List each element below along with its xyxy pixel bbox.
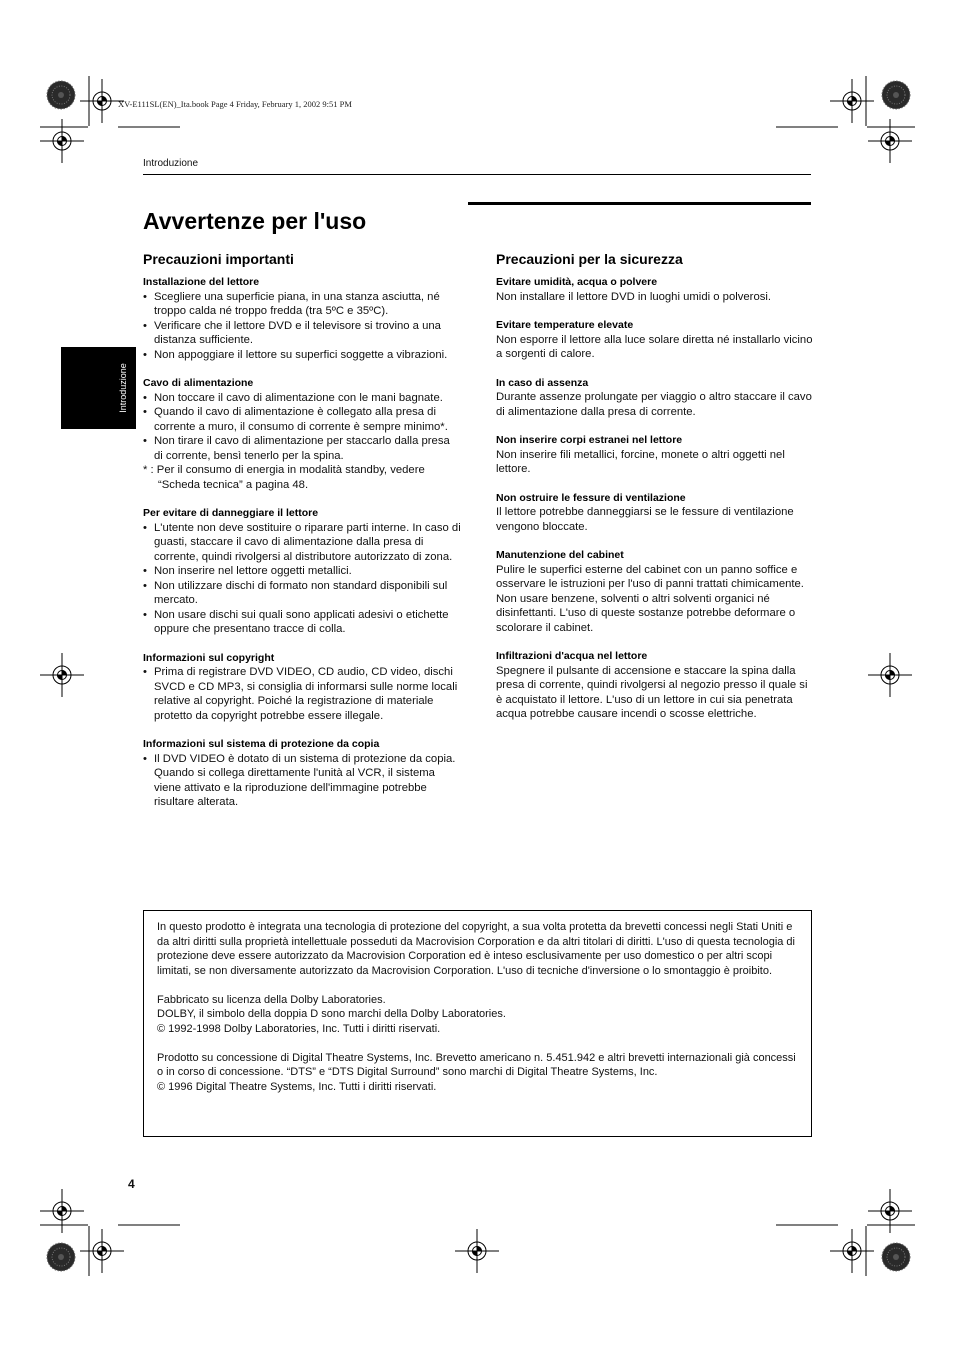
- star-target-icon: [47, 1243, 75, 1271]
- star-target-icon: [882, 81, 910, 109]
- print-header-line: XV-E111SL(EN)_Ita.book Page 4 Friday, February 1, 2002 9:51 PM: [118, 99, 352, 109]
- safety-block: [496, 318, 814, 362]
- section-label: Introduzione: [143, 158, 199, 169]
- footnote: * : Per il consumo di energia in modalità standby, vedere “Scheda tecnica” a pagina 48.: [143, 464, 425, 491]
- list-item: • Non tirare il cavo di alimentazione per staccarlo dalla presa di corrente, bensì tenerlo per la spina.: [143, 434, 461, 463]
- list-item: • Il DVD VIDEO è dotato di un sistema di protezione da copia. Quando si collega direttamente l'unità al VCR, il sistema viene attivato e la riproduzione dell'immagine potrebbe risultare alterata.: [143, 752, 461, 810]
- section-title: Manutenzione del cabinet: [496, 549, 624, 561]
- list-item: • Non utilizzare dischi di formato non standard disponibili sul mercato.: [143, 579, 461, 608]
- section-title: Installazione del lettore: [143, 276, 260, 288]
- section-title: In caso di assenza: [496, 376, 589, 389]
- safety-block: [496, 548, 814, 635]
- list-item: • Verificare che il lettore DVD e il televisore si trovino a una distanza sufficiente.: [143, 319, 461, 348]
- copy-protection-section: [143, 737, 461, 810]
- list-item: • Prima di registrare DVD VIDEO, CD audio, CD video, dischi SVCD e CD MP3, si consiglia di informarsi sulle norme locali relative al copyright. Poiché la registrazione di materiale protetto da copyright potrebbe essere illegale.: [143, 665, 461, 723]
- section-title: Non inserire corpi estranei nel lettore: [496, 434, 683, 446]
- section-text: Spegnere il pulsante di accensione e staccare la spina dalla presa di corrente, quindi rivolgersi al negozio presso il quale si è acquistato il lettore. L'uso di un lettore in cui sia penetrata acqua potrebbe causare incendi o scosse elettriche.: [496, 664, 808, 720]
- list-item: • Non inserire nel lettore oggetti metallici.: [143, 564, 461, 579]
- dts-copyright: © 1996 Digital Theatre Systems, Inc. Tutti i diritti riservati.: [157, 1080, 437, 1093]
- star-target-icon: [882, 1243, 910, 1271]
- power-cord-section: [143, 376, 461, 492]
- header-rule: [143, 174, 811, 175]
- list-item: • Non usare dischi sui quali sono applicati adesivi o etichette oppure che presentano tracce di colla.: [143, 608, 461, 637]
- title-rule: [468, 202, 811, 205]
- section-title: Evitare umidità, acqua o polvere: [496, 276, 658, 288]
- section-title: Non ostruire le fessure di ventilazione: [496, 491, 686, 504]
- section-text: Non inserire fili metallici, forcine, monete o altri oggetti nel lettore.: [496, 448, 785, 475]
- copyright-section: [143, 651, 461, 724]
- dolby-line-3: © 1992-1998 Dolby Laboratories, Inc. Tutti i diritti riservati.: [157, 1022, 441, 1035]
- macrovision-notice: In questo prodotto è integrata una tecnologia di protezione del copyright, a sua volta protetta da brevetti concessi negli Stati Uniti e da altri diritti sulla proprietà intellettuale posseduti da Macrovision Corporation e da altri titolari di diritti. L'uso di questa tecnologia di protezione deve essere autorizzato da Macrovision Corporation ed è inteso esclusivamente per uso domestico o per altri scopi limitati, se non diversamente autorizzato da Macrovision Corporation. L'uso di tecniche d'inversione o lo smontaggio è proibito.: [157, 921, 795, 977]
- safety-block: [496, 376, 814, 420]
- safety-block: [496, 433, 814, 477]
- list-item: • Non toccare il cavo di alimentazione con le mani bagnate.: [143, 391, 461, 406]
- damage-prevention-section: [143, 506, 461, 637]
- section-title: Infiltrazioni d'acqua nel lettore: [496, 650, 648, 662]
- page-title: Avvertenze per l'uso: [143, 208, 367, 234]
- list-item: • L'utente non deve sostituire o riparare parti interne. In caso di guasti, staccare il cavo di alimentazione dalla presa di corrente, quindi rivolgersi al distributore autorizzato di zona.: [143, 521, 461, 565]
- dts-notice: Prodotto su concessione di Digital Theatre Systems, Inc. Brevetto americano n. 5.451.942 e altri brevetti internazionali già concessi o in corso di concessione. “DTS” e “DTS Digital Surround” sono marchi di Digital Theatre Systems, Inc.: [157, 1051, 796, 1078]
- side-tab-label: Introduzione: [118, 363, 128, 413]
- dolby-line-2: DOLBY, il simbolo della doppia D sono marchi della Dolby Laboratories.: [157, 1008, 506, 1020]
- safety-block: [496, 491, 814, 535]
- list-item: • Non appoggiare il lettore su superfici soggette a vibrazioni.: [143, 348, 461, 363]
- list-item: • Quando il cavo di alimentazione è collegato alla presa di corrente a muro, il consumo di corrente è sempre minimo*.: [143, 405, 461, 434]
- dolby-line-1: Fabbricato su licenza della Dolby Laboratories.: [157, 993, 386, 1006]
- safety-block: [496, 649, 814, 722]
- section-text: Non installare il lettore DVD in luoghi umidi o polverosi.: [496, 290, 772, 303]
- section-title: Evitare temperature elevate: [496, 319, 634, 331]
- section-title: Cavo di alimentazione: [143, 377, 254, 389]
- safety-block: [496, 275, 814, 304]
- section-title: Per evitare di danneggiare il lettore: [143, 507, 319, 519]
- section-title: Informazioni sul copyright: [143, 651, 275, 664]
- section-text: Pulire le superfici esterne del cabinet con un panno soffice e osservare le istruzioni per l'uso di panni trattati chimicamente. Non usare benzene, solventi o altri solventi organici né disinfettanti. L'uso di queste sostanze potrebbe deformare o scolorare il cabinet.: [496, 563, 804, 634]
- page-number: 4: [128, 1177, 135, 1191]
- list-item: • Scegliere una superficie piana, in una stanza asciutta, né troppo calda né troppo fredda (tra 5ºC e 35ºC).: [143, 290, 461, 319]
- left-heading: Precauzioni importanti: [143, 251, 294, 267]
- section-text: Durante assenze prolungate per viaggio o altro staccare il cavo di alimentazione dalla presa di corrente.: [496, 391, 812, 418]
- section-title: Informazioni sul sistema di protezione da copia: [143, 738, 380, 750]
- installation-section: [143, 275, 461, 362]
- left-column: [143, 248, 461, 824]
- section-text: Non esporre il lettore alla luce solare diretta né installarlo vicino a sorgenti di calore.: [496, 333, 813, 360]
- right-column: [496, 248, 814, 736]
- legal-notice-box: [143, 910, 812, 1137]
- star-target-icon: [47, 81, 75, 109]
- right-heading: Precauzioni per la sicurezza: [496, 251, 683, 267]
- section-text: Il lettore potrebbe danneggiarsi se le fessure di ventilazione vengono bloccate.: [496, 506, 794, 533]
